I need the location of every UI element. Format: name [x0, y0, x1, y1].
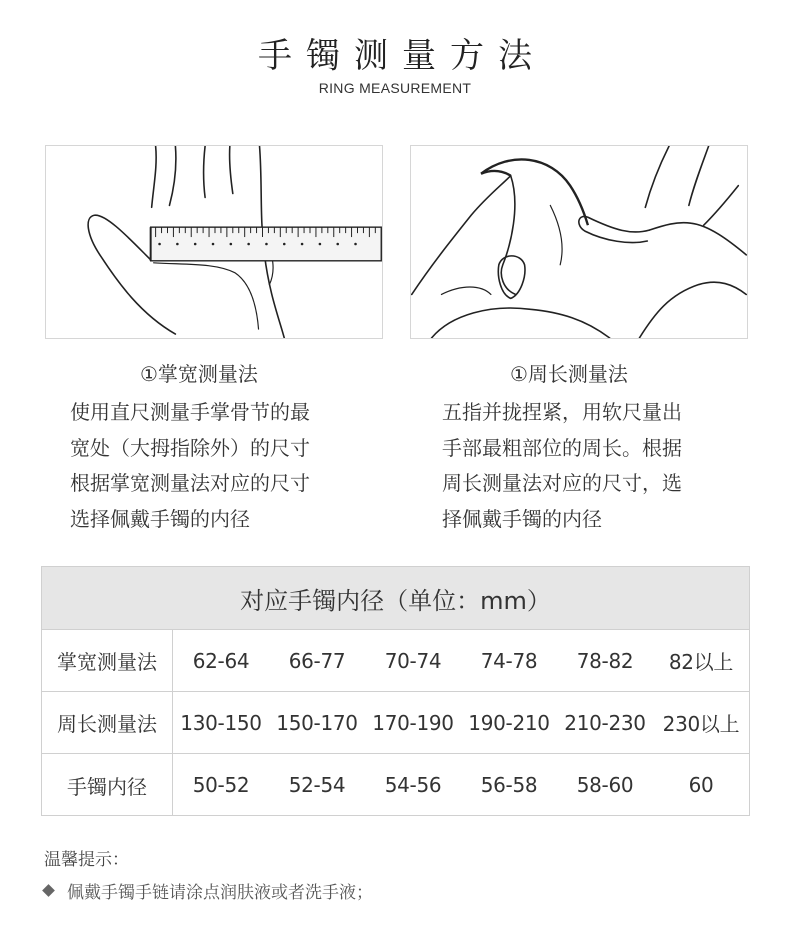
palm-width-method-title: ①掌宽测量法	[140, 362, 258, 386]
table-cell: 52-54	[288, 773, 346, 797]
desc-line: 宽处（大拇指除外）的尺寸	[70, 435, 310, 460]
table-caption: 对应手镯内径（单位：mm）	[42, 567, 749, 630]
table-row	[42, 754, 749, 816]
table-cell: 230以上	[662, 712, 740, 736]
page-subtitle: RING MEASUREMENT	[318, 80, 472, 96]
table-cell: 78-82	[576, 648, 634, 673]
tip-item	[42, 878, 373, 903]
tips-title: 温馨提示：	[44, 850, 129, 870]
table-cell: 60	[688, 773, 714, 797]
bracelet-size-table	[41, 566, 750, 816]
row-label: 手镯内径	[42, 754, 173, 816]
table-row	[42, 692, 749, 754]
desc-line: 五指并拢捏紧，用软尺量出	[442, 400, 682, 424]
row-label: 掌宽测量法	[42, 630, 173, 691]
table-cell: 190-210	[468, 710, 550, 735]
desc-line: 选择佩戴手镯的内径	[70, 506, 250, 531]
table-cell: 54-56	[384, 773, 442, 797]
circumference-method-title: ①周长测量法	[510, 362, 628, 386]
page-title: 手镯测量方法	[258, 36, 546, 76]
table-cell: 130-150	[180, 710, 262, 735]
diamond-bullet-icon	[42, 884, 55, 897]
table-cell: 50-52	[192, 773, 250, 797]
hand-ruler-illustration	[45, 145, 383, 339]
table-cell: 170-190	[372, 710, 454, 735]
desc-line: 使用直尺测量手掌骨节的最	[70, 400, 310, 424]
desc-line: 择佩戴手镯的内径	[442, 506, 602, 531]
table-cell: 210-230	[564, 710, 646, 735]
palm-width-method-description	[70, 395, 310, 537]
table-cell: 56-58	[480, 773, 538, 797]
table-row	[42, 630, 749, 692]
desc-line: 周长测量法对应的尺寸，选	[442, 471, 682, 495]
hand-tape-icon	[411, 146, 747, 338]
tip-text: 佩戴手镯手链请涂点润肤液或者洗手液；	[67, 883, 373, 903]
table-cell: 74-78	[480, 648, 538, 673]
desc-line: 根据掌宽测量法对应的尺寸	[70, 471, 310, 495]
table-cell: 70-74	[384, 648, 442, 673]
circumference-method-description	[442, 395, 682, 537]
row-label: 周长测量法	[42, 692, 173, 753]
table-cell: 82以上	[668, 650, 734, 674]
table-cell: 62-64	[192, 648, 250, 673]
desc-line: 手部最粗部位的周长。根据	[442, 435, 682, 460]
table-cell: 58-60	[576, 773, 634, 797]
hand-ruler-icon	[46, 146, 382, 338]
table-cell: 66-77	[288, 648, 346, 673]
table-cell: 150-170	[276, 710, 358, 735]
hand-tape-illustration	[410, 145, 748, 339]
